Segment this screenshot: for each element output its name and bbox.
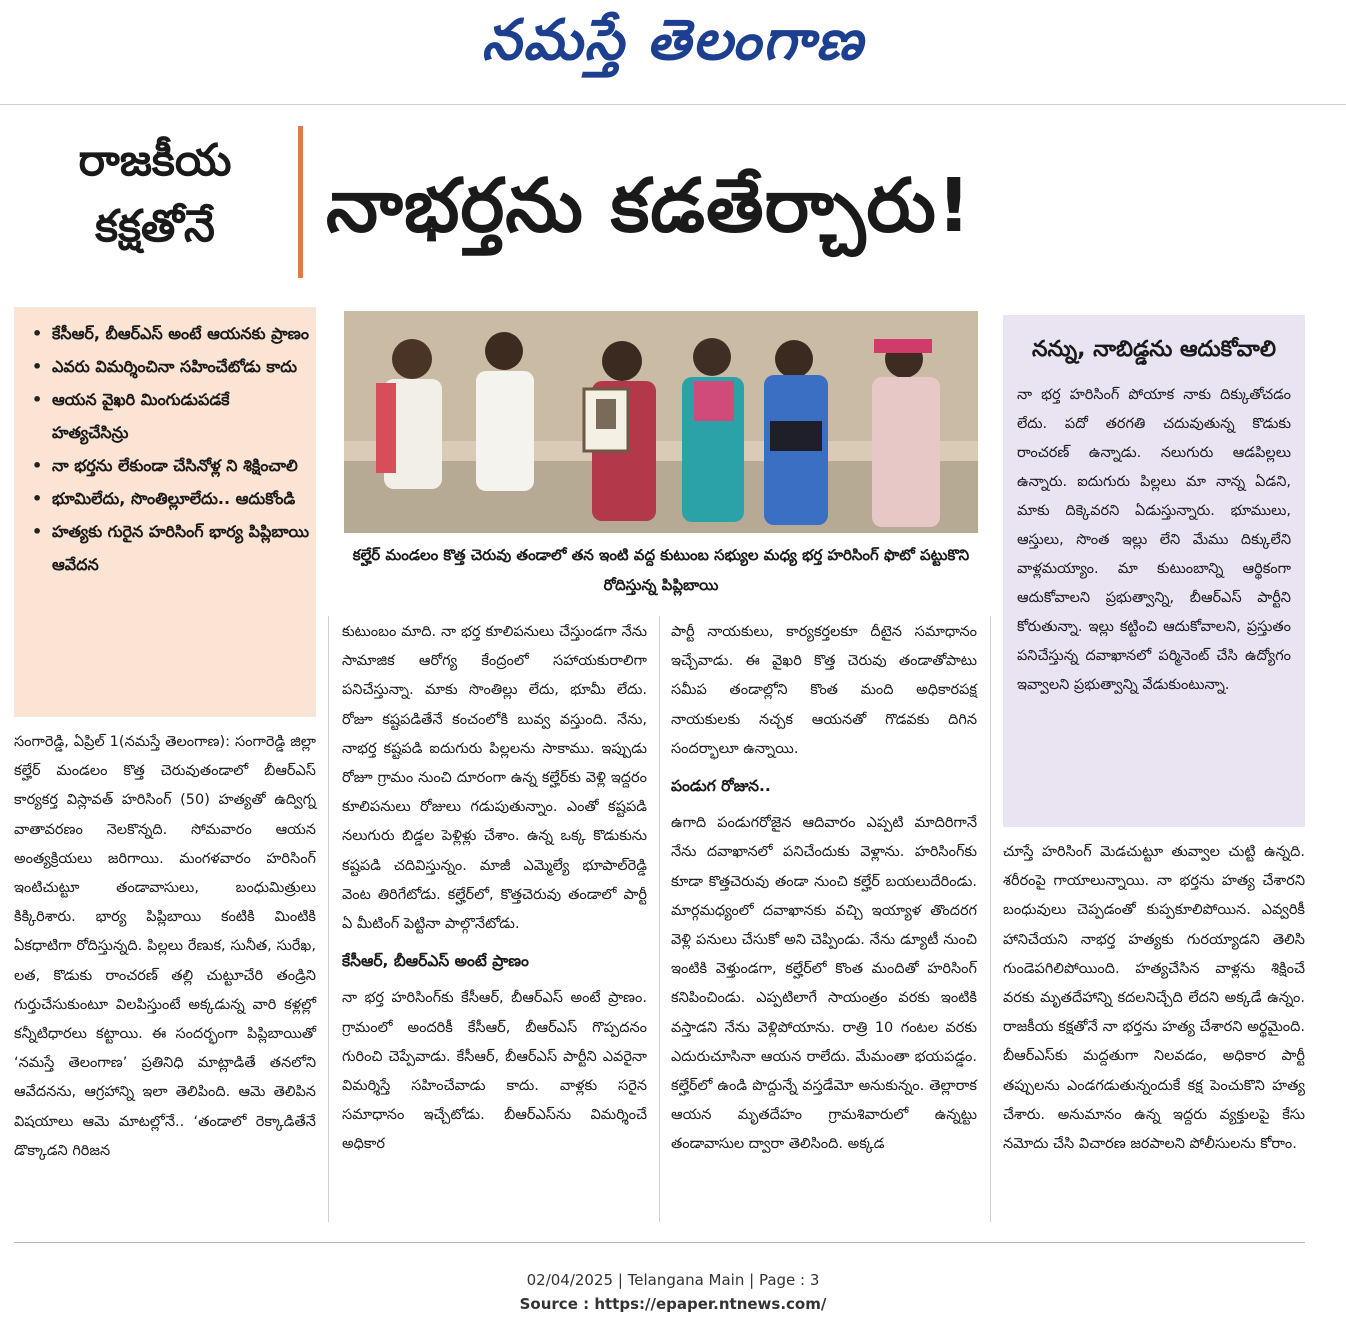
article-column-1 bbox=[14, 728, 316, 1166]
highlight-item bbox=[32, 482, 310, 515]
newspaper-logo: నమస్తే తెలంగాణ bbox=[481, 8, 865, 73]
column-divider bbox=[990, 616, 991, 1222]
highlight-text: కేసీఆర్‌, బీఆర్‌ఎస్‌ అంటే ఆయనకు ప్రాణం bbox=[52, 324, 309, 343]
column-text: నా భర్త హరిసింగ్‌కు కేసీఆర్‌, బీఆర్‌ఎస్‌ అంటే ప్రాణం. గ్రామంలో అందరికీ కేసీఆర్‌, బీఆర్‌ఎస్‌ గొప్పదనం గురించి చెప్పేవాడు. కేసీఆర్‌, బీఆర్‌ఎస్‌ పార్టీని ఎవరైనా విమర్శిస్తే సహించేవాడు కాదు. వాళ్లకు సరైన సమాధానం ఇచ్చేటోడు. బీఆర్‌ఎస్‌ను విమర్శించే అధికార bbox=[342, 990, 647, 1153]
subheading: కేసీఆర్‌, బీఆర్‌ఎస్‌ అంటే ప్రాణం bbox=[342, 952, 529, 971]
column-divider bbox=[328, 616, 329, 1222]
article-column-2 bbox=[342, 618, 647, 1160]
kicker-line-2: కక్షతోనే bbox=[95, 201, 215, 252]
kicker bbox=[30, 128, 280, 260]
quote-sidebox bbox=[1003, 315, 1305, 827]
bullet-icon: • bbox=[32, 324, 43, 343]
highlight-item bbox=[32, 317, 310, 350]
column-text: సంగారెడ్డి, ఏప్రిల్‌ 1(నమస్తే తెలంగాణ): సంగారెడ్డి జిల్లా కల్హేర్‌ మండలం కొత్త చెరువుతండాలో బీఆర్‌ఎస్‌ కార్యకర్త విస్లావత్‌ హరిసింగ్‌ (50) హత్యతో ఉద్విగ్న వాతావరణం నెలకొన్నది. సోమవారం ఆయన అంత్యక్రియలు జరిగాయి. మంగళవారం హరిసింగ్‌ ఇంటిచుట్టూ తండావాసులు, బంధుమిత్రులు కిక్కిరిశారు. భార్య పిప్లిబాయి కంటికి మింటికి ఏకధాటిగా రోదిస్తున్నది. పిల్లలు రేణుక, సునీత, సురేఖ, లత, కొడుకు రాంచరణ్‌ తల్లి చుట్టూచేరి తండ్రిని గుర్తుచేసుకుంటూ విలపిస్తుంటే అక్కడున్న వారి కళ్లల్లో కన్నీటిధారలు కట్టాయి. ఈ సందర్భంగా పిప్లిబాయితో ‘నమస్తే తెలంగాణ’ ప్రతినిధి మాట్లాడితే తనలోని ఆవేదనను, ఆగ్రహాన్ని ఇలా తెలిపింది. ఆమె తెలిపిన విషయాలు ఆమె మాటల్లోనే.. ‘తండాలో రెక్కాడితేనే డొక్కాడని గిరిజన bbox=[14, 734, 316, 1159]
header-divider bbox=[0, 104, 1346, 105]
highlight-text: నా భర్తను లేకుండా చేసినోళ్ల ని శిక్షించాలి bbox=[52, 456, 298, 475]
article-column-3 bbox=[671, 618, 977, 1160]
highlight-item bbox=[32, 350, 310, 383]
article-column-4 bbox=[1003, 838, 1305, 1159]
news-photo bbox=[344, 311, 978, 533]
column-text: ఉగాది పండుగరోజైన ఆదివారం ఎప్పటి మాదిరిగానే నేను దవాఖానలో పనిచేందుకు వెళ్లాను. హరిసింగ్‌కు కూడా కొత్తచెరువు తండా నుంచి కల్హేర్‌ బయలుదేరిండు. మార్గమధ్యంలో దవాఖానకు వచ్చి ఇయ్యాళ తొందరగ వెళ్లి పనులు చేసుకో అని చెప్పిండు. నేను డ్యూటీ నుంచి ఇంటికి వెళ్తుండగా, కల్హేర్‌లో కొంత మందితో హరిసింగ్‌ కనిపించిండు. ఎప్పటిలాగే సాయంత్రం వరకు ఇంటికి వస్తాడని నేను వెళ్లిపోయాను. రాత్రి 10 గంటల వరకు ఎదురుచూసినా ఆయన రాలేదు. మేమంతా భయపడ్డం. కల్హేర్‌లో ఉండి పొద్దున్నే వస్తడేమో అనుకున్నం. తెల్లారాక ఆయన మృతదేహం గ్రామశివారులో ఉన్నట్టు తండావాసుల ద్వారా తెలిసింది. అక్కడ bbox=[671, 815, 977, 1153]
sidebox-title: నన్ను, నాబిడ్డను ఆదుకోవాలి bbox=[1032, 337, 1276, 362]
subheading: పండుగ రోజున.. bbox=[671, 777, 771, 796]
highlight-item bbox=[32, 383, 310, 449]
highlight-item bbox=[32, 449, 310, 482]
column-divider bbox=[659, 616, 660, 1222]
bullet-icon: • bbox=[32, 390, 43, 409]
bullet-icon: • bbox=[32, 456, 43, 475]
highlights-box bbox=[14, 307, 316, 717]
highlight-text: ఎవరు విమర్శించినా సహించేటోడు కాదు bbox=[52, 357, 298, 376]
sidebox-body: నా భర్త హరిసింగ్‌ పోయాక నాకు దిక్కుతోచడం లేదు. పదో తరగతి చదువుతున్న కొడుకు రాంచరణ్‌ ఉన్నాడు. నలుగురు ఆడపిల్లలు ఉన్నారు. ఐదుగురు పిల్లలు మా నాన్న ఏడని, మాకు దిక్కెవరని ఏడుస్తున్నారు. భూములు, ఆస్తులు, సొంత ఇల్లు లేని మేము దిక్కులేని వాళ్లమయ్యాం. మా కుటుంబాన్ని ఆర్థికంగా ఆదుకోవాలని ప్రభుత్వాన్ని, బీఆర్‌ఎస్‌ పార్టీని కోరుతున్నా. ఇల్లు కట్టించి ఆదుకోవాలని, ప్రస్తుతం పనిచేస్తున్న దవాఖానలో పర్మినెంట్‌ చేసి ఉద్యోగం ఇవ్వాలని ప్రభుత్వాన్ని వేడుకుంటున్నా. bbox=[1017, 387, 1291, 693]
footer-divider bbox=[14, 1242, 1305, 1243]
bullet-icon: • bbox=[32, 522, 43, 541]
bullet-icon: • bbox=[32, 489, 43, 508]
highlight-text: ఆయన వైఖరి మింగుడుపడకే హత్యచేసిన్రు bbox=[52, 390, 230, 442]
kicker-line-1: రాజకీయ bbox=[78, 135, 232, 186]
bullet-icon: • bbox=[32, 357, 43, 376]
edition-info: 02/04/2025 | Telangana Main | Page : 3 bbox=[526, 1271, 820, 1289]
headline: నాభర్తను కడతేర్చారు! bbox=[326, 163, 972, 249]
family-photo-illustration bbox=[344, 311, 978, 533]
column-text: చూస్తే హరిసింగ్‌ మెడచుట్టూ తువ్వాల చుట్టి ఉన్నది. శరీరంపై గాయాలున్నాయి. నా భర్తను హత్య చేశారని బంధువులు చెప్పడంతో కుప్పకూలిపోయిన. ఎవ్వరికీ హానిచేయని నాభర్త హత్యకు గురయ్యాడని తెలిసి గుండెపగిలిపోయింది. హత్యచేసిన వాళ్లను శిక్షించే వరకు మృతదేహాన్ని కదలనిచ్చేది లేదని అక్కడే ఉన్నం. రాజకీయ కక్షతోనే నా భర్తను హత్య చేశారని అర్థమైంది. బీఆర్‌ఎస్‌కు మద్దతుగా నిలవడం, అధికార పార్టీ తప్పులను ఎండగడుతున్నందుకే కక్ష పెంచుకొని హత్య చేశారు. అనుమానం ఉన్న ఇద్దరు వ్యక్తులపై కేసు నమోదు చేసి విచారణ జరపాలని పోలీసులను కోరాం. bbox=[1003, 844, 1305, 1153]
highlight-item bbox=[32, 515, 310, 581]
masthead bbox=[0, 0, 1346, 100]
source-url[interactable]: Source : https://epaper.ntnews.com/ bbox=[519, 1295, 827, 1313]
page-footer bbox=[0, 1268, 1346, 1316]
kicker-accent-bar bbox=[298, 126, 303, 278]
photo-caption: కల్హేర్‌ మండలం కొత్త చెరువు తండాలో తన ఇంటి వద్ద కుటుంబ సభ్యుల మధ్య భర్త హరిసింగ్‌ ఫొటో పట్టుకొని రోదిస్తున్న పిప్లిబాయి bbox=[352, 546, 970, 594]
highlight-text: హత్యకు గురైన హరిసింగ్‌ భార్య పిప్లిబాయి ఆవేదన bbox=[52, 522, 310, 574]
highlight-text: భూమిలేదు, సొంతిల్లూలేదు.. ఆదుకోండి bbox=[52, 489, 296, 508]
column-text: పార్టీ నాయకులు, కార్యకర్తలకూ దీటైన సమాధానం ఇచ్చేవాడు. ఈ వైఖరి కొత్త చెరువు తండాతోపాటు సమీప తండాల్లోని కొంత మంది అధికారపక్ష నాయకులకు నచ్చక ఆయనతో గొడవకు దిగిన సందర్భాలూ ఉన్నాయి. bbox=[671, 624, 977, 757]
column-text: కుటుంబం మాది. నా భర్త కూలిపనులు చేస్తుండగా నేను సామాజిక ఆరోగ్య కేంద్రంలో సహాయకురాలిగా పనిచేస్తున్నా. మాకు సొంతిల్లు లేదు, భూమీ లేదు. రోజూ కష్టపడితేనే కంచంలోకి బువ్వ వస్తుంది. నేను, నాభర్త కష్టపడి ఐదుగురు పిల్లలను సాకాము. ఇప్పుడు రోజూ గ్రామం నుంచి దూరంగా ఉన్న కల్హేర్‌కు వెళ్లి ఇద్దరం కూలిపనులు రోజులు గడుపుతున్నాం. ఎంతో కష్టపడి నలుగురు బిడ్డల పెళ్లిళ్లు చేశాం. ఉన్న ఒక్క కొడుకును కష్టపడి చదివిస్తున్నం. మాజీ ఎమ్మెల్యే భూపాల్‌రెడ్డి వెంట తిరిగేటోడు. కల్హేర్‌లో, కొత్తచెరువు తండాలో పార్టీ ఏ మీటింగ్‌ పెట్టినా పాల్గొనేటోడు. bbox=[342, 624, 647, 933]
